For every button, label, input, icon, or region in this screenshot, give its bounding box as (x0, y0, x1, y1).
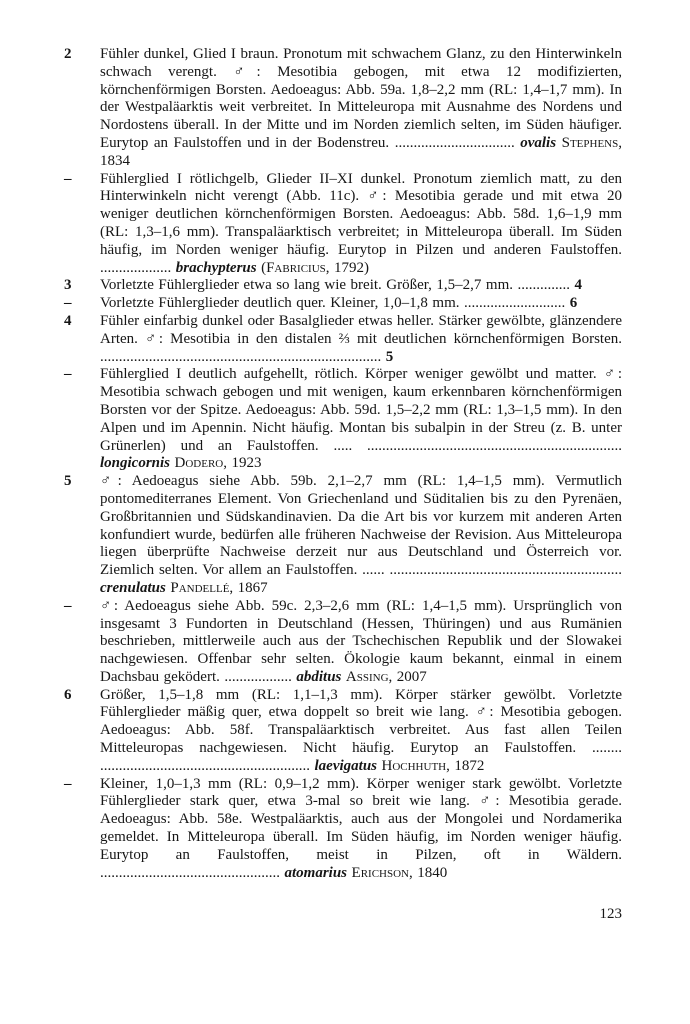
key-entries (64, 46, 622, 882)
couplet-text: ♂: Aedoeagus siehe Abb. 59b. 2,1–2,7 mm (RL: 1,4–1,5 mm). Vermutlich pontomediterranes Element. Von Griechenland und Süditalien bis zu den Pyrenäen, Großbritannien und Südskandinavien. Da die Art bis vor kurzem mit anderen Arten konfundiert wurde, bedürfen alle früheren Nachweise der Revision. Aus Mitteleuropa liegen überprüfte Nachweise derzeit nur aus Deutschland und Österreich vor. Ziemlich selten. Vor allem an Faulstoffen. ...... .............................................................. crenulatus Pandellé, 1867 (100, 473, 622, 596)
author-name: Pandellé (170, 579, 230, 596)
couplet-number: – (64, 295, 72, 312)
species-name: longicornis (100, 455, 171, 472)
key-couplet (64, 473, 622, 598)
key-couplet (64, 295, 622, 313)
couplet-text: Größer, 1,5–1,8 mm (RL: 1,1–1,3 mm). Körper stärker gewölbt. Vorletzte Fühlerglieder mäßig quer, etwa doppelt so breit wie lang. ♂: Mesotibia gebogen. Aedoeagus: Abb. 58f. Transpaläarktisch verbreitet. Aus fast allen Teilen Mitteleuropas nachgewiesen. Nicht häufig. Eurytop an Faulstoffen. ........ ........................................................ laevigatus Hochhuth, 1872 (100, 686, 622, 774)
species-name: abditus (296, 668, 342, 685)
couplet-text: Vorletzte Fühlerglieder etwa so lang wie breit. Größer, 1,5–2,7 mm. .............. 4 (100, 277, 582, 294)
key-couplet (64, 598, 622, 687)
species-name: crenulatus (100, 579, 166, 596)
couplet-number: 6 (64, 686, 72, 703)
couplet-number: 3 (64, 277, 72, 294)
couplet-ref: 6 (569, 295, 578, 312)
couplet-ref: 4 (574, 277, 582, 294)
author-name: Hochhuth (381, 757, 447, 774)
couplet-number: – (64, 597, 72, 614)
couplet-number: – (64, 775, 72, 792)
couplet-text: ♂: Aedoeagus siehe Abb. 59c. 2,3–2,6 mm (RL: 1,4–1,5 mm). Ursprünglich von insgesamt 3 Fundorten in Deutschland (Hessen, Thüringen) und aus Rumänien beschrieben, mittlerweile auch aus der Tschechischen Republik und der Slowakei nachgewiesen. Offenbar sehr selten. Ökologie kaum bekannt, einmal in einem Dachsbau geködert. .................. abditus Assing, 2007 (100, 597, 622, 685)
couplet-number: 2 (64, 46, 72, 62)
key-couplet (64, 46, 622, 171)
key-couplet (64, 277, 622, 295)
couplet-text: Fühler dunkel, Glied I braun. Pronotum mit schwachem Glanz, zu den Hinterwinkeln schwach verengt. ♂: Mesotibia gebogen, mit etwa 12 modifizierten, körnchenförmigen Borsten. Aedoeagus: Abb. 59a. 1,8–2,2 mm (RL: 1,4–1,7 mm). In der Westpaläarktis weit verbreitet. In Mitteleuropa mit Ausnahme des Nordens und Nordostens überall. In der Mitte und im Norden ziemlich selten, im Süden häufiger. Eurytop an Faulstoffen und in der Bodenstreu. ................................ ovalis Stephens, 1834 (100, 46, 622, 169)
couplet-ref: 5 (385, 348, 394, 365)
couplet-number: 5 (64, 473, 72, 490)
author-name: Dodero (174, 455, 224, 472)
author-name: Assing (345, 668, 389, 685)
author-name: Stephens (561, 134, 619, 151)
couplet-number: – (64, 366, 72, 383)
species-name: ovalis (520, 134, 557, 151)
species-name: brachypterus (175, 259, 257, 276)
couplet-text: Fühlerglied I deutlich aufgehellt, rötlich. Körper weniger gewölbt und matter. ♂: Mesotibia schwach gebogen und mit wenigen, kaum erkennbaren körnchenförmigen Borsten vor der Spitze. Aedoeagus: Abb. 59d. 1,5–2,2 mm (RL: 1,3–1,5 mm). In den Alpen und im Apennin. Nicht häufig. Montan bis subalpin in der Streu (z. B. unter Grünerlen) und an Faulstoffen. ..... .................................................................... longicornis Dodero, 1923 (100, 366, 622, 472)
author-name: Fabricius (266, 259, 326, 276)
couplet-text: Vorletzte Fühlerglieder deutlich quer. Kleiner, 1,0–1,8 mm. ........................... 6 (100, 295, 578, 312)
key-couplet (64, 313, 622, 366)
page-footer (600, 906, 623, 924)
key-couplet (64, 776, 622, 883)
author-name: Erichson (351, 864, 409, 881)
couplet-text: Kleiner, 1,0–1,3 mm (RL: 0,9–1,2 mm). Körper weniger stark gewölbt. Vorletzte Fühlerglieder stark quer, etwa 3-mal so breit wie lang. ♂: Mesotibia gerade. Aedoeagus: Abb. 58e. Westpaläarktis, auch aus der Mongolei und Nordamerika gemeldet. In Mitteleuropa überall. Im Süden häufig, im Norden weniger häufig. Eurytop an Faulstoffen, meist in Pilzen, oft in Wäldern. ................................................ atomarius Erichson, 1840 (100, 775, 622, 881)
page-number: 123 (599, 906, 622, 922)
key-couplet (64, 366, 622, 473)
couplet-text: Fühler einfarbig dunkel oder Basalglieder etwas heller. Stärker gewölbte, glänzendere Arten. ♂: Mesotibia in den distalen ⅔ mit deutlichen körnchenförmigen Borsten. ........................................................................... 5 (100, 312, 622, 365)
couplet-text: Fühlerglied I rötlichgelb, Glieder II–XI dunkel. Pronotum ziemlich matt, zu den Hinterwinkeln nicht verengt (Abb. 11c). ♂: Mesotibia gerade und mit etwa 20 weniger deutlichen körnchenförmigen Borsten. Aedoeagus: Abb. 58d. 1,6–1,9 mm (RL: 1,3–1,6 mm). Transpaläarktisch verbreitet; in Mitteleuropa überall. Im Süden häufig, im Norden weniger häufig. Eurytop in Pilzen und anderen Faulstoffen. ................... brachypterus (Fabricius, 1792) (100, 170, 622, 276)
species-name: atomarius (284, 864, 348, 881)
species-name: laevigatus (314, 757, 377, 774)
couplet-number: 4 (64, 312, 72, 329)
key-couplet (64, 171, 622, 278)
couplet-number: – (64, 170, 72, 187)
key-couplet (64, 687, 622, 776)
